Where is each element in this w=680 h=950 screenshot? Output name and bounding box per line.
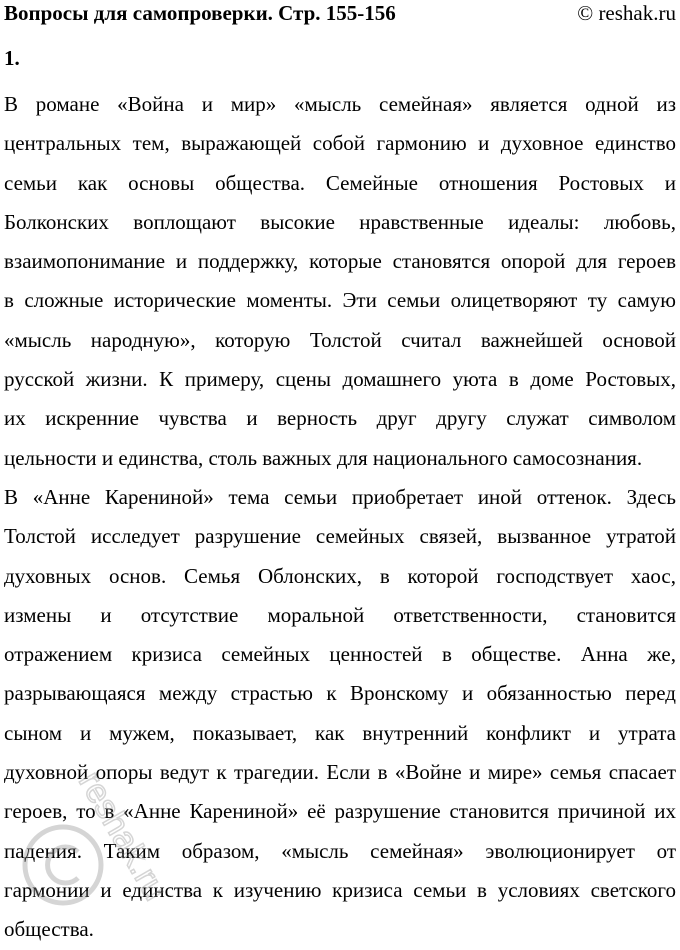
text-line: Толстой исследует разрушение семейных связей, вызванное утратой (4, 524, 676, 549)
text-line: отражением кризиса семейных ценностей в обществе. Анна же, (4, 642, 676, 667)
text-line: центральных тем, выражающей собой гармонию и духовное единство (4, 131, 676, 156)
text-line: в сложные исторические моменты. Эти семьи олицетворяют ту самую (4, 288, 676, 313)
text-line: общества. (4, 917, 94, 942)
copyright-notice: © reshak.ru (577, 1, 676, 25)
text-line: героев, то в «Анне Карениной» её разрушение становится причиной их (4, 799, 676, 824)
text-line: духовной опоры ведут к трагедии. Если в «Войне и мире» семья спасает (4, 760, 676, 785)
text-line: духовных основ. Семья Облонских, в которой господствует хаос, (4, 563, 676, 588)
text-line: «мысль народную», которую Толстой считал важнейшей основой (4, 327, 676, 352)
text-line: разрывающаяся между страстью к Вронскому и обязанностью перед (4, 681, 676, 706)
text-line: падения. Таким образом, «мысль семейная» эволюционирует от (4, 838, 676, 863)
text-line: русской жизни. К примеру, сцены домашнего уюта в доме Ростовых, (4, 367, 676, 392)
text-line: их искренние чувства и верность друг другу служат символом (4, 406, 676, 431)
text-line: измены и отсутствие моральной ответственности, становится (4, 602, 676, 627)
question-number: 1. (4, 46, 20, 70)
text-line: сыном и мужем, показывает, как внутренний конфликт и утрата (4, 720, 676, 745)
answer-paragraph-1 (4, 85, 676, 478)
text-line: гармонии и единства к изучению кризиса семьи в условиях светского (4, 877, 676, 902)
text-line: цельности и единства, столь важных для национального самосознания. (4, 445, 643, 470)
answer-paragraph-2 (4, 478, 676, 950)
text-line: Болконских воплощают высокие нравственные идеалы: любовь, (4, 209, 676, 234)
page-title: Вопросы для самопроверки. Стр. 155-156 (4, 1, 396, 25)
text-line: взаимопонимание и поддержку, которые становятся опорой для героев (4, 249, 676, 274)
text-line: В романе «Война и мир» «мысль семейная» является одной из (4, 92, 676, 116)
text-line: семьи как основы общества. Семейные отношения Ростовых и (4, 170, 676, 195)
svg-text:reshak.ru: reshak.ru (71, 765, 175, 907)
text-line: В «Анне Карениной» тема семьи приобретает иной оттенок. Здесь (4, 485, 676, 509)
page-header (4, 0, 676, 26)
